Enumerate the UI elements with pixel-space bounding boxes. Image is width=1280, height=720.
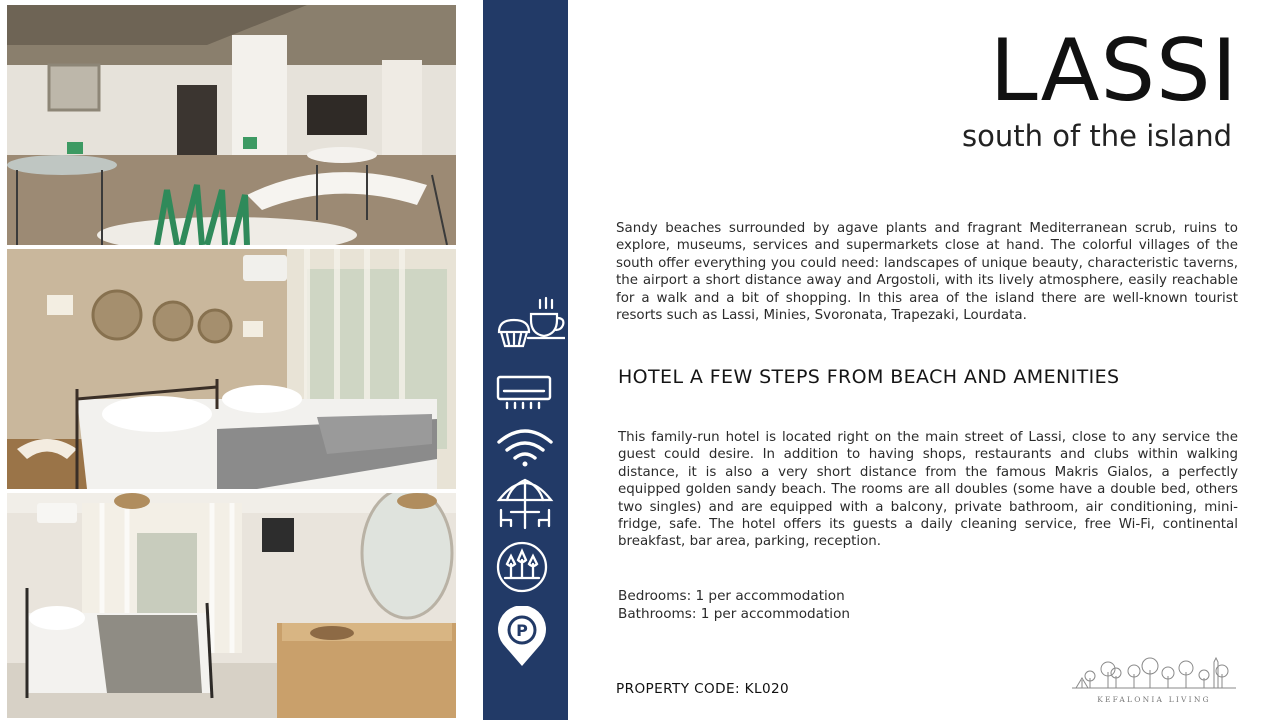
property-code: PROPERTY CODE: KL020: [616, 681, 790, 697]
svg-text:P: P: [516, 621, 528, 640]
parking-icon: [495, 606, 555, 668]
bathrooms-fact: Bathrooms: 1 per accommodation: [618, 606, 851, 622]
wifi-icon: [495, 428, 555, 468]
hotel-description: This family-run hotel is located right on the main street of Lassi, close to any service the guest could desire. In addition to having shops, restaurants and clubs within walking distance, it is also a very short distance from the famous Makris Gialos, a perfectly equipped golden sandy beach. The rooms are all doubles (some have a double bed, others two singles) and are equipped with a balcony, private bathroom, air conditioning, mini-fridge, safe. The hotel offers its guests a daily cleaning service, free Wi-Fi, continental breakfast, bar area, parking, reception.: [618, 430, 1238, 550]
bedrooms-fact: Bedrooms: 1 per accommodation: [618, 588, 845, 604]
photo-twin-bedroom: [7, 249, 456, 489]
accommodation-facts: [618, 587, 850, 623]
photo-breakfast-room: [7, 5, 456, 245]
intro-paragraph: Sandy beaches surrounded by agave plants and fragrant Mediterranean scrub, ruins to explore, museums, services and supermarkets close at hand. The colorful villages of the south offer everything you could need: landscapes of unique beauty, characteristic taverns, the airport a short distance away and Argostoli, with its lively atmosphere, easily reachable for a walk and a bit of shopping. In this area of the island there are well-known tourist resorts such as Lassi, Minies, Svoronata, Trapezaki, Lourdata.: [616, 221, 1238, 324]
logo-text: KEFALONIA LIVING: [1097, 695, 1211, 704]
garden-icon: [495, 540, 555, 594]
breakfast-icon: [495, 296, 555, 352]
bar-area-icon: [495, 476, 555, 530]
page-title: LASSI: [989, 21, 1238, 121]
hotel-heading: HOTEL A FEW STEPS FROM BEACH AND AMENITIES: [618, 366, 1120, 388]
page-subtitle: south of the island: [962, 119, 1232, 153]
air-conditioning-icon: [495, 374, 555, 410]
amenities-band: [483, 0, 568, 720]
photo-double-bedroom: [7, 493, 456, 718]
